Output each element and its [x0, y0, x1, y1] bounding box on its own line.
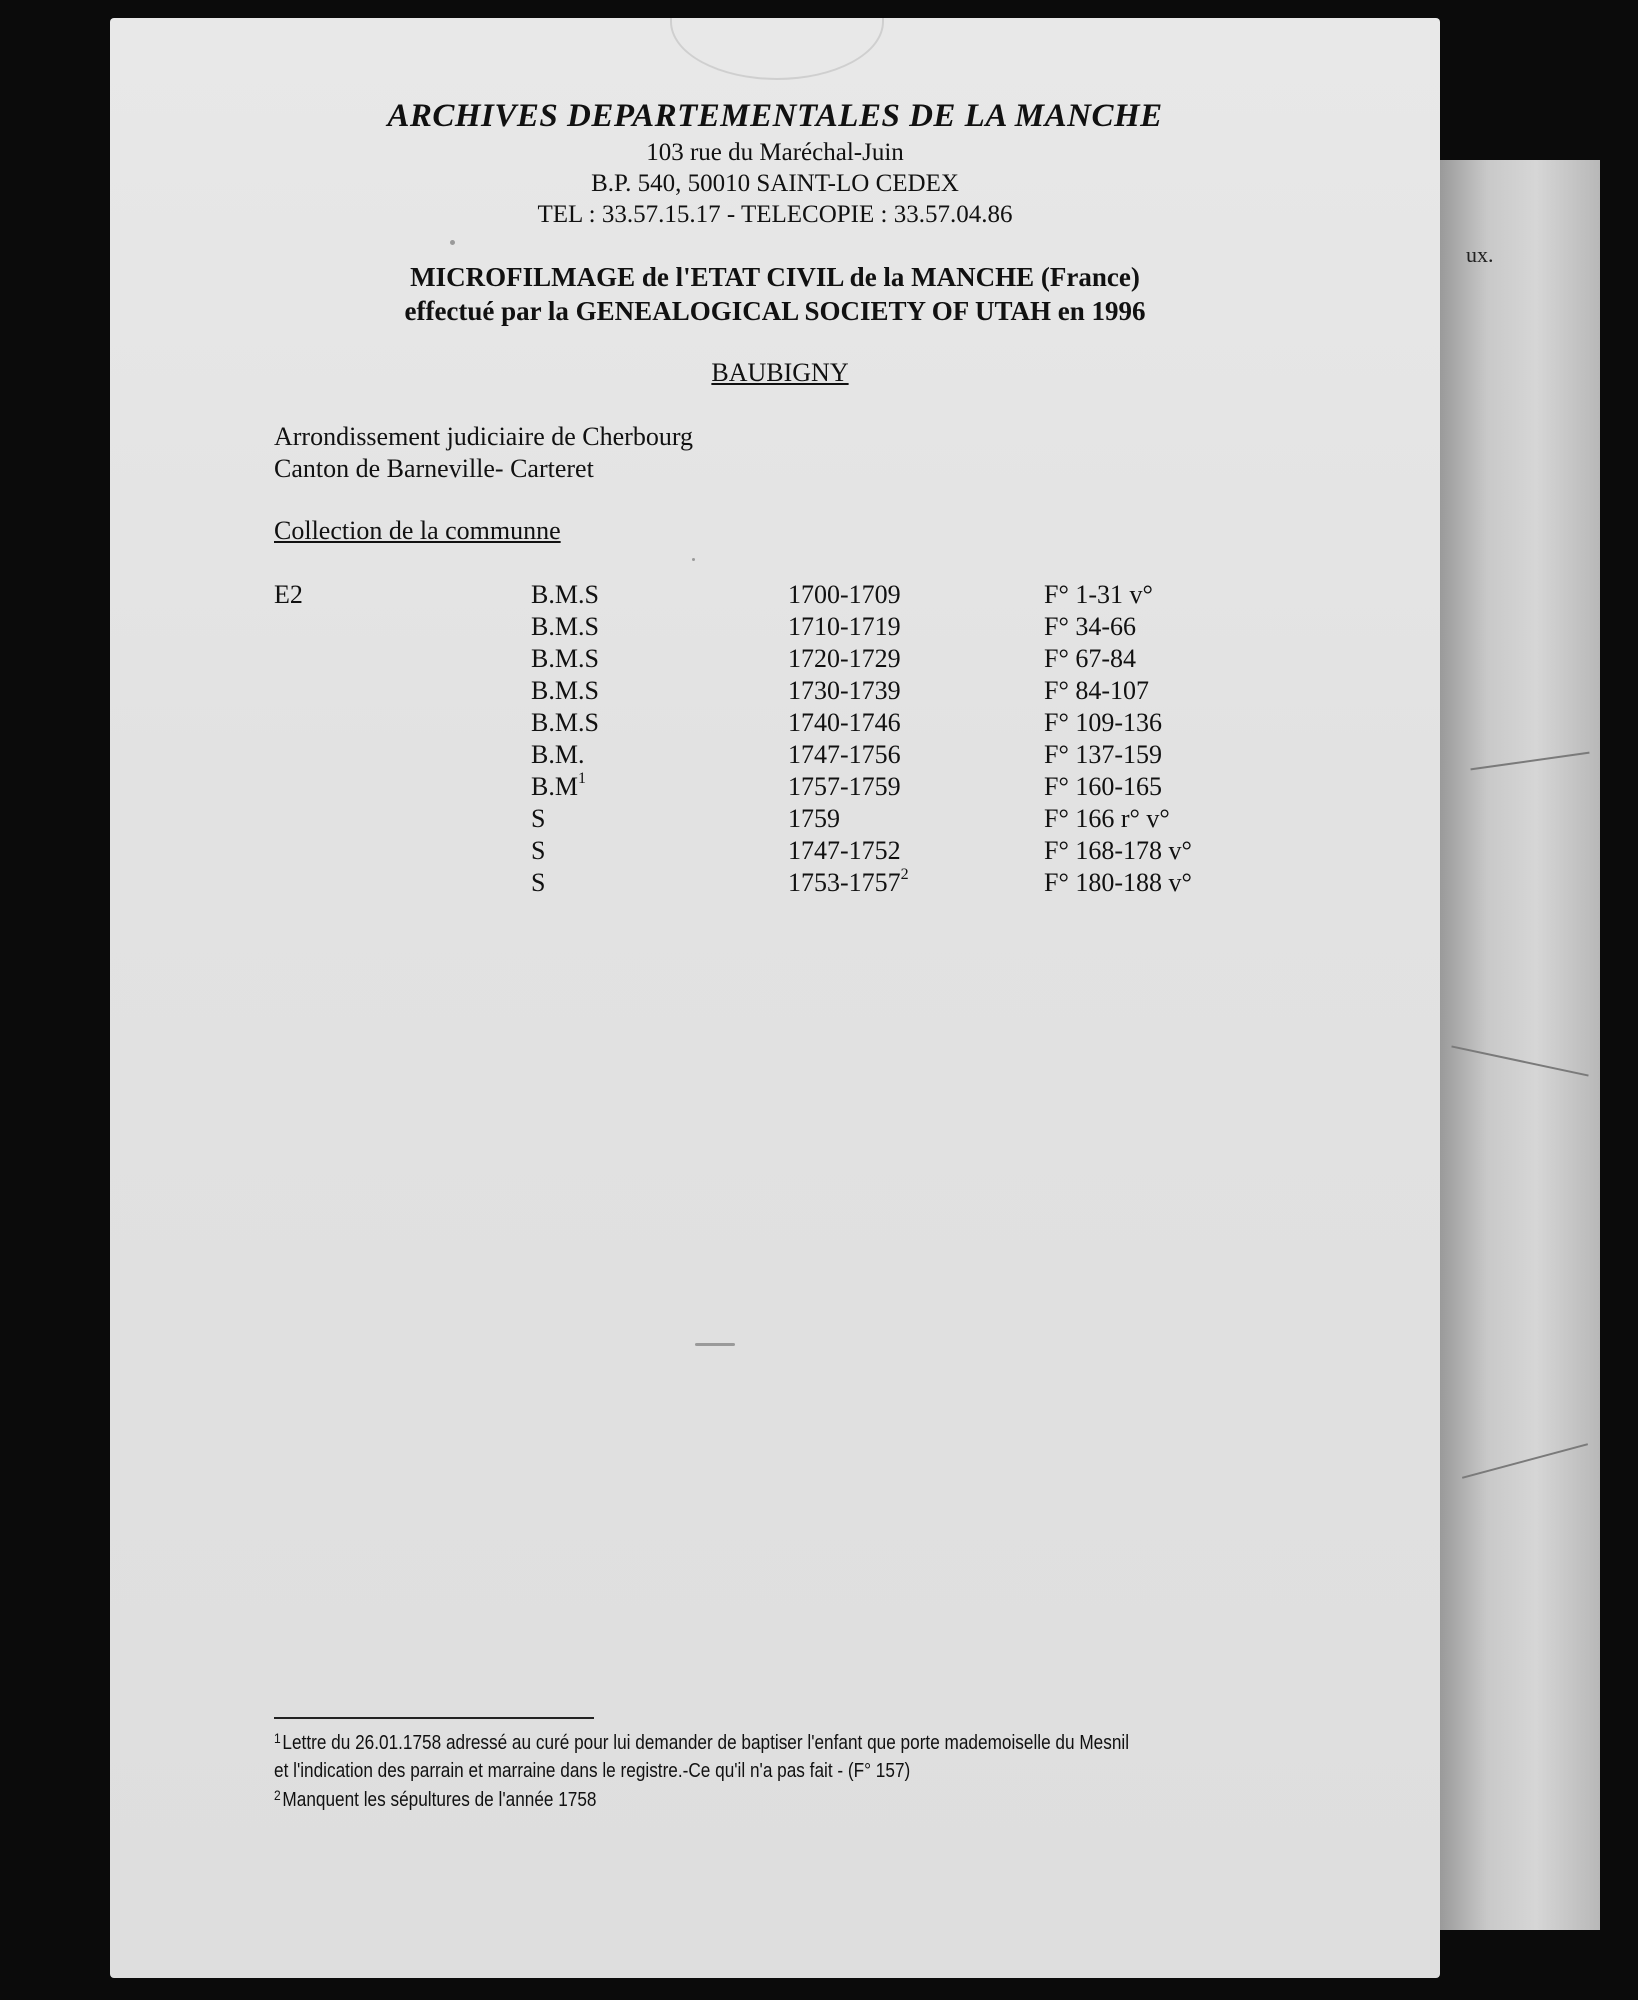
footnote-1-line-2: et l'indication des parrain et marraine dans le registre.-Ce qu'il n'a pas fait - (F° 157)	[274, 1760, 911, 1782]
register-type	[531, 580, 599, 610]
register-years-text: 1759	[788, 804, 840, 833]
register-type	[531, 868, 545, 898]
address-line-1: 103 rue du Maréchal-Juin	[646, 139, 904, 166]
register-years-text: 1700-1709	[788, 580, 901, 609]
register-years-text: 1757-1759	[788, 772, 901, 801]
register-years-text: 1720-1729	[788, 644, 901, 673]
address-line-2: B.P. 540, 50010 SAINT-LO CEDEX	[591, 170, 959, 197]
register-years-text: 1753-1757	[788, 868, 901, 897]
register-type	[531, 836, 545, 866]
register-type-text: B.M	[531, 772, 578, 801]
register-folio: F° 109-136	[1044, 708, 1163, 737]
register-years	[788, 612, 901, 642]
footnote-ref: 2	[900, 866, 909, 884]
register-folio: F° 180-188 v°	[1044, 868, 1192, 897]
register-folio: F° 137-159	[1044, 740, 1163, 769]
register-type-text: B.M.S	[531, 580, 599, 609]
register-years	[788, 644, 901, 674]
register-folio: F° 34-66	[1044, 612, 1137, 641]
folder-tab-outline	[670, 18, 884, 80]
register-folio: F° 67-84	[1044, 644, 1137, 673]
register-years-text: 1710-1719	[788, 612, 901, 641]
register-years	[788, 676, 901, 706]
register-type	[531, 612, 599, 642]
register-years-text: 1747-1752	[788, 836, 901, 865]
collection-title: Collection de la communne	[274, 516, 561, 545]
register-years-text: 1740-1746	[788, 708, 901, 737]
register-row	[274, 580, 1274, 612]
register-type	[531, 804, 545, 834]
register-years	[788, 580, 901, 610]
register-row	[274, 836, 1274, 868]
footnote-separator	[274, 1717, 594, 1719]
register-type-text: S	[531, 804, 546, 833]
register-row	[274, 740, 1274, 772]
register-type	[531, 708, 599, 738]
register-type	[531, 676, 599, 706]
microfilm-heading-line-2: effectué par la GENEALOGICAL SOCIETY OF UTAH en 1996	[404, 296, 1146, 326]
register-years	[788, 708, 901, 738]
register-years	[788, 804, 840, 834]
register-type-text: B.M.S	[531, 708, 599, 737]
register-type	[531, 772, 586, 802]
register-years	[788, 868, 909, 898]
register-type-text: S	[531, 868, 546, 897]
register-row	[274, 644, 1274, 676]
footnote-1-number: 1	[274, 1730, 281, 1746]
register-row	[274, 676, 1274, 708]
register-folio: F° 168-178 v°	[1044, 836, 1192, 865]
register-folio: F° 84-107	[1044, 676, 1150, 705]
arrondissement-line: Arrondissement judiciaire de Cherbourg	[274, 422, 694, 451]
register-years	[788, 772, 901, 802]
register-type	[531, 644, 599, 674]
register-type-text: B.M.S	[531, 612, 599, 641]
microfilm-heading-line-1: MICROFILMAGE de l'ETAT CIVIL de la MANCHE (France)	[410, 262, 1140, 292]
archive-title: ARCHIVES DEPARTEMENTALES DE LA MANCHE	[387, 98, 1163, 134]
register-cote: E2	[274, 580, 303, 609]
footnote-1-text: Lettre du 26.01.1758 adressé au curé pour lui demander de baptiser l'enfant que porte mademoiselle du Mesnil	[282, 1732, 1130, 1754]
register-years-text: 1747-1756	[788, 740, 901, 769]
register-row	[274, 868, 1274, 900]
register-row	[274, 804, 1274, 836]
footnote-1-line-1	[274, 1732, 1129, 1755]
register-years-text: 1730-1739	[788, 676, 901, 705]
register-years	[788, 836, 901, 866]
register-type	[531, 740, 584, 770]
register-row	[274, 772, 1274, 804]
background-document	[1440, 160, 1600, 1930]
register-folio: F° 166 r° v°	[1044, 804, 1170, 833]
footnote-2-text: Manquent les sépultures de l'année 1758	[282, 1789, 597, 1811]
phone-fax-line: TEL : 33.57.15.17 - TELECOPIE : 33.57.04.86	[537, 201, 1013, 228]
background-document-text: ux.	[1466, 242, 1494, 267]
register-type-text: S	[531, 836, 546, 865]
register-years	[788, 740, 901, 770]
canton-line: Canton de Barneville- Carteret	[274, 454, 594, 483]
register-row	[274, 708, 1274, 740]
footnote-2	[274, 1789, 597, 1812]
register-table	[274, 580, 1274, 900]
commune-title: BAUBIGNY	[711, 358, 849, 387]
register-folio: F° 160-165	[1044, 772, 1163, 801]
register-type-text: B.M.	[531, 740, 585, 769]
footnote-2-number: 2	[274, 1787, 281, 1803]
register-type-text: B.M.S	[531, 676, 599, 705]
footnote-ref: 1	[577, 770, 586, 788]
register-folio: F° 1-31 v°	[1044, 580, 1153, 609]
register-type-text: B.M.S	[531, 644, 599, 673]
register-row	[274, 612, 1274, 644]
